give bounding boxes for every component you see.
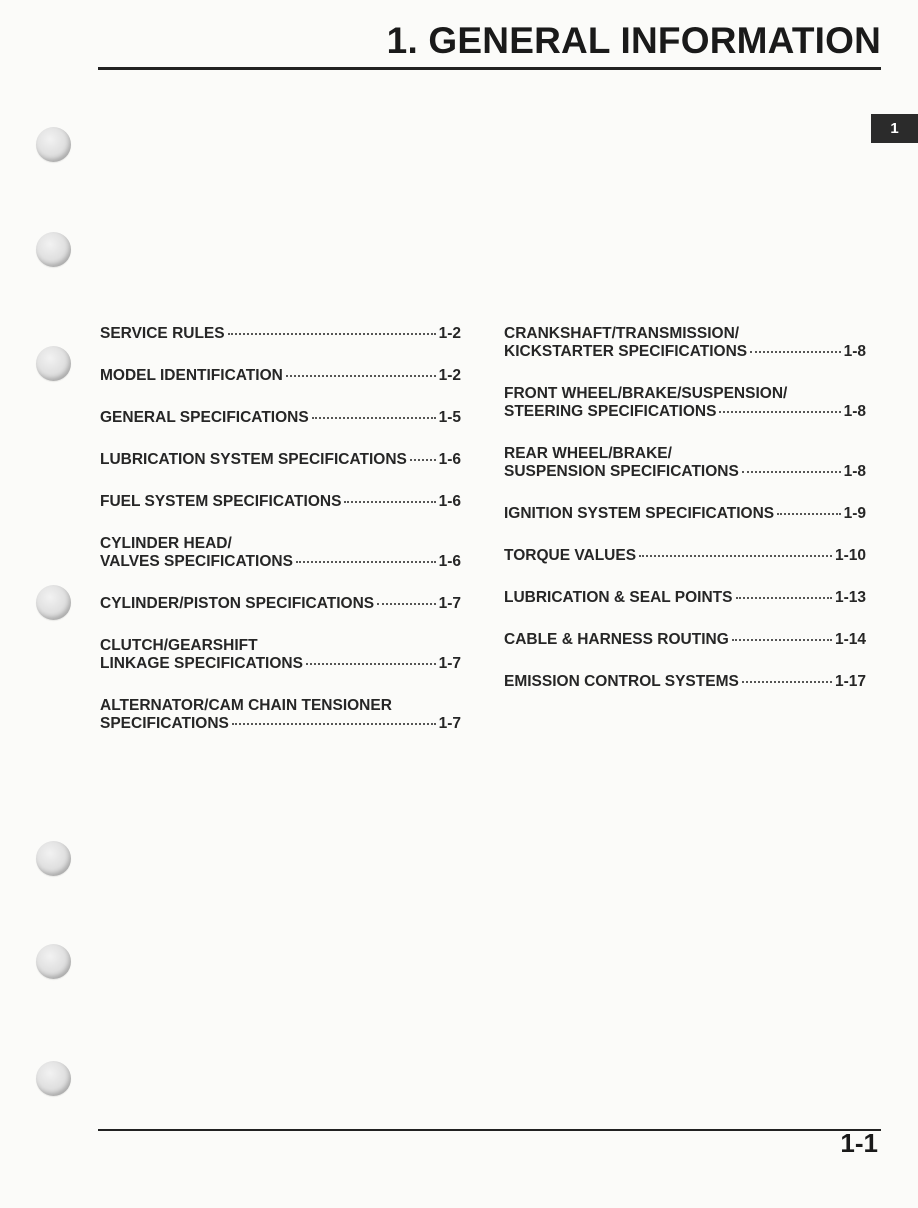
toc-entry-label: EMISSION CONTROL SYSTEMS [504,673,739,690]
toc-entry-title-line: CLUTCH/GEARSHIFT [100,637,258,654]
toc-entry [100,697,461,733]
toc-entry [100,535,461,571]
dot-leader [232,722,436,725]
toc-entry [100,367,461,385]
toc-entry-title-line: CRANKSHAFT/TRANSMISSION/ [504,325,740,342]
toc-entry-title-line: ALTERNATOR/CAM CHAIN TENSIONER [100,697,392,714]
header-rule [98,67,881,70]
toc-entry-page: 1-10 [834,547,866,564]
toc-entry-label: FUEL SYSTEM SPECIFICATIONS [100,493,342,510]
toc-entry [100,493,461,511]
dot-leader [344,500,435,503]
dot-leader [732,638,832,641]
dot-leader [750,350,840,353]
binder-hole-icon [36,346,71,381]
dot-leader [410,458,436,461]
toc-entry-page: 1-8 [843,463,866,480]
toc-entry-label: KICKSTARTER SPECIFICATIONS [504,343,748,360]
footer-rule [98,1129,881,1131]
toc-right-column [504,325,866,691]
toc-entry-label: STEERING SPECIFICATIONS [504,403,717,420]
dot-leader [736,596,832,599]
toc-entry [100,409,461,427]
toc-entry-label: VALVES SPECIFICATIONS [100,553,293,570]
toc-entry-page: 1-14 [834,631,866,648]
dot-leader [286,374,436,377]
dot-leader [228,332,436,335]
toc-entry-page: 1-7 [438,595,461,612]
toc-entry-page: 1-6 [438,493,461,510]
toc-entry-page: 1-17 [834,673,866,690]
toc-entry [100,637,461,673]
toc-entry-label: LINKAGE SPECIFICATIONS [100,655,303,672]
toc-entry-label: LUBRICATION SYSTEM SPECIFICATIONS [100,451,407,468]
toc-entry [504,505,866,523]
chapter-tab: 1 [871,114,918,143]
dot-leader [719,410,840,413]
toc-entry-label: SUSPENSION SPECIFICATIONS [504,463,739,480]
toc-entry-label: CABLE & HARNESS ROUTING [504,631,729,648]
toc-entry-label: SERVICE RULES [100,325,225,342]
toc-entry [504,673,866,691]
toc-left-column [100,325,461,733]
toc-entry [100,451,461,469]
toc-entry-title-line: CYLINDER HEAD/ [100,535,232,552]
binder-hole-icon [36,841,71,876]
toc-entry [504,589,866,607]
toc-entry-page: 1-6 [438,451,461,468]
toc-entry [100,325,461,343]
toc-entry-page: 1-13 [834,589,866,606]
toc-entry-page: 1-2 [438,325,461,342]
page-title: 1. GENERAL INFORMATION [386,20,881,61]
toc-entry [504,385,866,421]
dot-leader [377,602,435,605]
binder-hole-icon [36,232,71,267]
toc-entry-label: LUBRICATION & SEAL POINTS [504,589,733,606]
toc-entry [504,631,866,649]
toc-entry-label: GENERAL SPECIFICATIONS [100,409,309,426]
toc-entry-title-line: FRONT WHEEL/BRAKE/SUSPENSION/ [504,385,788,402]
toc-entry-page: 1-9 [843,505,866,522]
toc-entry [504,445,866,481]
binder-hole-icon [36,585,71,620]
toc-entry-page: 1-5 [438,409,461,426]
toc-entry [504,325,866,361]
toc-entry-label: MODEL IDENTIFICATION [100,367,283,384]
toc-entry-label: IGNITION SYSTEM SPECIFICATIONS [504,505,775,522]
page-number: 1-1 [840,1128,878,1158]
dot-leader [639,554,832,557]
dot-leader [312,416,436,419]
toc-entry-title-line: REAR WHEEL/BRAKE/ [504,445,672,462]
toc-entry [100,595,461,613]
binder-hole-icon [36,944,71,979]
toc-entry-page: 1-2 [438,367,461,384]
toc-entry-page: 1-7 [438,715,461,732]
dot-leader [742,680,832,683]
toc-entry-label: TORQUE VALUES [504,547,637,564]
dot-leader [777,512,840,515]
toc-entry-label: CYLINDER/PISTON SPECIFICATIONS [100,595,375,612]
binder-hole-icon [36,1061,71,1096]
binder-hole-icon [36,127,71,162]
dot-leader [742,470,841,473]
toc-entry-page: 1-7 [438,655,461,672]
toc-entry-page: 1-6 [438,553,461,570]
toc-entry-label: SPECIFICATIONS [100,715,229,732]
toc-entry [504,547,866,565]
dot-leader [306,662,436,665]
toc-entry-page: 1-8 [843,403,866,420]
toc-entry-page: 1-8 [843,343,866,360]
dot-leader [296,560,436,563]
